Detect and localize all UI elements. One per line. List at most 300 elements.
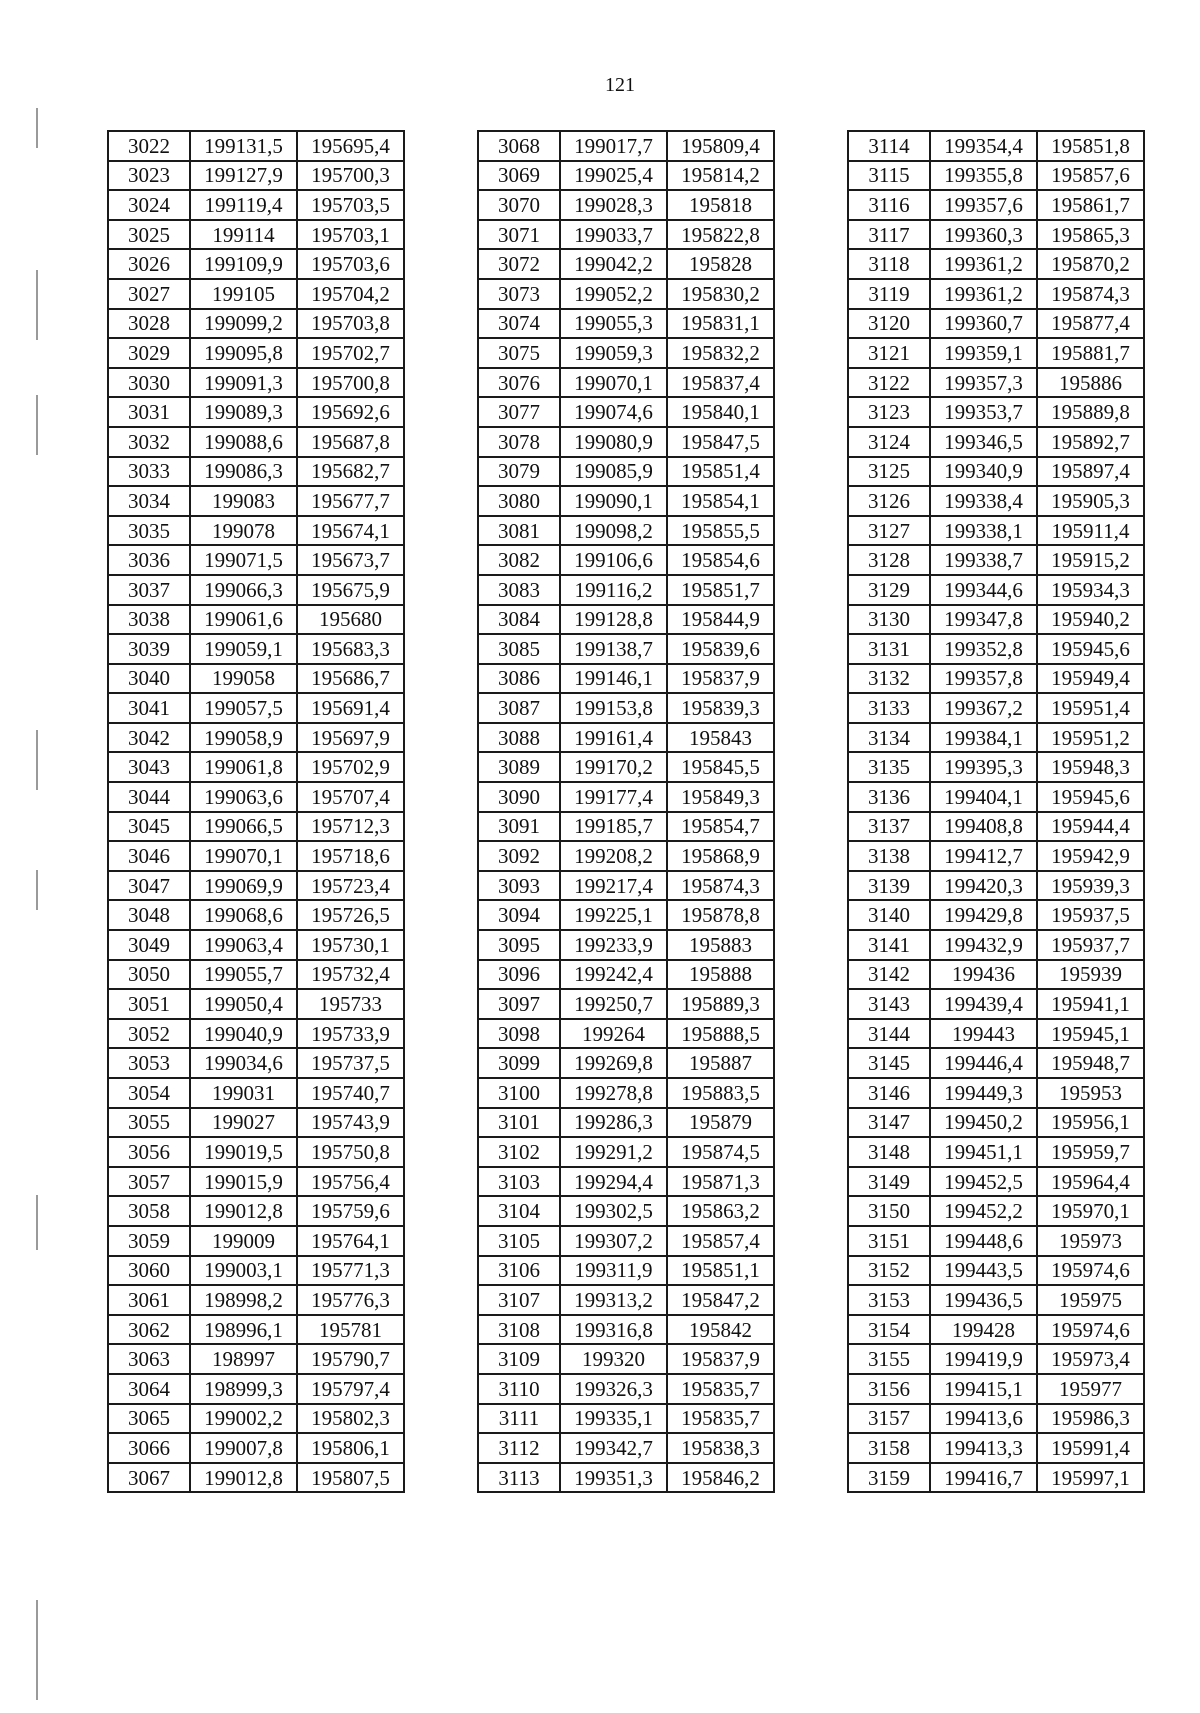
point-number-cell: 3154 [848,1315,930,1345]
table-row [478,1196,774,1226]
point-number-cell: 3103 [478,1167,560,1197]
x-coordinate-cell: 199078 [190,516,297,546]
point-number-cell: 3091 [478,812,560,842]
x-coordinate-cell: 199109,9 [190,249,297,279]
y-coordinate-cell: 195863,2 [667,1196,774,1226]
x-coordinate-cell: 199025,4 [560,161,667,191]
point-number-cell: 3089 [478,752,560,782]
table-row [478,752,774,782]
table-row [108,930,404,960]
x-coordinate-cell: 199294,4 [560,1167,667,1197]
table-row [478,605,774,635]
point-number-cell: 3024 [108,190,190,220]
y-coordinate-cell: 195847,2 [667,1285,774,1315]
x-coordinate-cell: 199066,5 [190,812,297,842]
x-coordinate-cell: 199452,2 [930,1196,1037,1226]
x-coordinate-cell: 199019,5 [190,1137,297,1167]
table-row [848,605,1144,635]
table-row [848,812,1144,842]
table-row [478,1078,774,1108]
point-number-cell: 3087 [478,693,560,723]
x-coordinate-cell: 199042,2 [560,249,667,279]
y-coordinate-cell: 195797,4 [297,1374,404,1404]
table-row [108,1167,404,1197]
table-row [478,693,774,723]
point-number-cell: 3133 [848,693,930,723]
x-coordinate-cell: 199061,6 [190,605,297,635]
x-coordinate-cell: 198998,2 [190,1285,297,1315]
point-number-cell: 3151 [848,1226,930,1256]
y-coordinate-cell: 195781 [297,1315,404,1345]
x-coordinate-cell: 199446,4 [930,1048,1037,1078]
x-coordinate-cell: 199311,9 [560,1256,667,1286]
y-coordinate-cell: 195975 [1037,1285,1144,1315]
y-coordinate-cell: 195837,9 [667,664,774,694]
point-number-cell: 3045 [108,812,190,842]
table-row [848,1374,1144,1404]
point-number-cell: 3129 [848,575,930,605]
y-coordinate-cell: 195911,4 [1037,516,1144,546]
table-row [848,1344,1144,1374]
y-coordinate-cell: 195840,1 [667,397,774,427]
x-coordinate-cell: 199063,6 [190,782,297,812]
x-coordinate-cell: 199291,2 [560,1137,667,1167]
y-coordinate-cell: 195837,4 [667,368,774,398]
point-number-cell: 3039 [108,634,190,664]
y-coordinate-cell: 195726,5 [297,900,404,930]
point-number-cell: 3029 [108,338,190,368]
x-coordinate-cell: 199085,9 [560,457,667,487]
point-number-cell: 3046 [108,841,190,871]
table-row [108,812,404,842]
table-row [848,1226,1144,1256]
x-coordinate-cell: 199233,9 [560,930,667,960]
point-number-cell: 3117 [848,220,930,250]
table-row [108,1463,404,1493]
y-coordinate-cell: 195939,3 [1037,871,1144,901]
y-coordinate-cell: 195865,3 [1037,220,1144,250]
x-coordinate-cell: 199340,9 [930,457,1037,487]
y-coordinate-cell: 195937,7 [1037,930,1144,960]
x-coordinate-cell: 199055,7 [190,960,297,990]
y-coordinate-cell: 195674,1 [297,516,404,546]
point-number-cell: 3136 [848,782,930,812]
y-coordinate-cell: 195940,2 [1037,605,1144,635]
y-coordinate-cell: 195959,7 [1037,1137,1144,1167]
x-coordinate-cell: 199413,3 [930,1433,1037,1463]
point-number-cell: 3102 [478,1137,560,1167]
point-number-cell: 3152 [848,1256,930,1286]
point-number-cell: 3147 [848,1108,930,1138]
point-number-cell: 3111 [478,1404,560,1434]
point-number-cell: 3059 [108,1226,190,1256]
point-number-cell: 3148 [848,1137,930,1167]
x-coordinate-cell: 199443 [930,1019,1037,1049]
y-coordinate-cell: 195814,2 [667,161,774,191]
x-coordinate-cell: 199439,4 [930,989,1037,1019]
y-coordinate-cell: 195682,7 [297,457,404,487]
table-row [478,309,774,339]
table-row [478,1374,774,1404]
y-coordinate-cell: 195700,8 [297,368,404,398]
point-number-cell: 3042 [108,723,190,753]
x-coordinate-cell: 199357,6 [930,190,1037,220]
x-coordinate-cell: 199002,2 [190,1404,297,1434]
point-number-cell: 3069 [478,161,560,191]
x-coordinate-cell: 199354,4 [930,131,1037,161]
table-row [478,368,774,398]
x-coordinate-cell: 199028,3 [560,190,667,220]
y-coordinate-cell: 195687,8 [297,427,404,457]
y-coordinate-cell: 195839,3 [667,693,774,723]
table-row [108,161,404,191]
y-coordinate-cell: 195986,3 [1037,1404,1144,1434]
table-row [108,1315,404,1345]
table-row [478,249,774,279]
table-row [478,1344,774,1374]
x-coordinate-cell: 199031 [190,1078,297,1108]
table-row [108,782,404,812]
x-coordinate-cell: 199264 [560,1019,667,1049]
point-number-cell: 3135 [848,752,930,782]
table-row [478,782,774,812]
point-number-cell: 3145 [848,1048,930,1078]
y-coordinate-cell: 195887 [667,1048,774,1078]
table-row [848,427,1144,457]
point-number-cell: 3028 [108,309,190,339]
y-coordinate-cell: 195956,1 [1037,1108,1144,1138]
y-coordinate-cell: 195854,6 [667,545,774,575]
x-coordinate-cell: 199395,3 [930,752,1037,782]
point-number-cell: 3035 [108,516,190,546]
y-coordinate-cell: 195700,3 [297,161,404,191]
point-number-cell: 3119 [848,279,930,309]
point-number-cell: 3038 [108,605,190,635]
y-coordinate-cell: 195883,5 [667,1078,774,1108]
table-row [478,723,774,753]
point-number-cell: 3064 [108,1374,190,1404]
y-coordinate-cell: 195750,8 [297,1137,404,1167]
y-coordinate-cell: 195703,6 [297,249,404,279]
y-coordinate-cell: 195948,7 [1037,1048,1144,1078]
y-coordinate-cell: 195691,4 [297,693,404,723]
point-number-cell: 3071 [478,220,560,250]
table-row [108,220,404,250]
y-coordinate-cell: 195944,4 [1037,812,1144,842]
x-coordinate-cell: 199017,7 [560,131,667,161]
point-number-cell: 3043 [108,752,190,782]
table-row [108,368,404,398]
point-number-cell: 3026 [108,249,190,279]
x-coordinate-cell: 199012,8 [190,1196,297,1226]
x-coordinate-cell: 199436 [930,960,1037,990]
x-coordinate-cell: 199412,7 [930,841,1037,871]
point-number-cell: 3030 [108,368,190,398]
page-number: 121 [605,74,635,96]
y-coordinate-cell: 195874,3 [667,871,774,901]
table-row [108,634,404,664]
y-coordinate-cell: 195759,6 [297,1196,404,1226]
y-coordinate-cell: 195939 [1037,960,1144,990]
x-coordinate-cell: 199033,7 [560,220,667,250]
y-coordinate-cell: 195686,7 [297,664,404,694]
point-number-cell: 3086 [478,664,560,694]
x-coordinate-cell: 199278,8 [560,1078,667,1108]
x-coordinate-cell: 199449,3 [930,1078,1037,1108]
y-coordinate-cell: 195973,4 [1037,1344,1144,1374]
x-coordinate-cell: 199138,7 [560,634,667,664]
table-row [848,1463,1144,1493]
table-row [848,457,1144,487]
point-number-cell: 3143 [848,989,930,1019]
x-coordinate-cell: 199012,8 [190,1463,297,1493]
y-coordinate-cell: 195723,4 [297,871,404,901]
x-coordinate-cell: 199074,6 [560,397,667,427]
point-number-cell: 3070 [478,190,560,220]
table-row [848,634,1144,664]
x-coordinate-cell: 199359,1 [930,338,1037,368]
y-coordinate-cell: 195673,7 [297,545,404,575]
point-number-cell: 3149 [848,1167,930,1197]
point-number-cell: 3061 [108,1285,190,1315]
point-number-cell: 3118 [848,249,930,279]
y-coordinate-cell: 195951,2 [1037,723,1144,753]
x-coordinate-cell: 199059,3 [560,338,667,368]
point-number-cell: 3076 [478,368,560,398]
table-row [108,516,404,546]
point-number-cell: 3134 [848,723,930,753]
x-coordinate-cell: 199034,6 [190,1048,297,1078]
x-coordinate-cell: 199061,8 [190,752,297,782]
point-number-cell: 3077 [478,397,560,427]
coordinate-table-3 [847,130,1145,1493]
table-row [108,1019,404,1049]
y-coordinate-cell: 195703,8 [297,309,404,339]
table-row [478,989,774,1019]
y-coordinate-cell: 195764,1 [297,1226,404,1256]
point-number-cell: 3156 [848,1374,930,1404]
x-coordinate-cell: 199448,6 [930,1226,1037,1256]
table-row [108,279,404,309]
x-coordinate-cell: 199128,8 [560,605,667,635]
y-coordinate-cell: 195809,4 [667,131,774,161]
y-coordinate-cell: 195677,7 [297,486,404,516]
y-coordinate-cell: 195771,3 [297,1256,404,1286]
point-number-cell: 3048 [108,900,190,930]
point-number-cell: 3057 [108,1167,190,1197]
y-coordinate-cell: 195680 [297,605,404,635]
x-coordinate-cell: 199413,6 [930,1404,1037,1434]
point-number-cell: 3073 [478,279,560,309]
table-row [108,989,404,1019]
y-coordinate-cell: 195855,5 [667,516,774,546]
y-coordinate-cell: 195703,5 [297,190,404,220]
table-row [108,1078,404,1108]
y-coordinate-cell: 195883 [667,930,774,960]
y-coordinate-cell: 195941,1 [1037,989,1144,1019]
y-coordinate-cell: 195945,1 [1037,1019,1144,1049]
x-coordinate-cell: 199415,1 [930,1374,1037,1404]
x-coordinate-cell: 199320 [560,1344,667,1374]
x-coordinate-cell: 199360,3 [930,220,1037,250]
y-coordinate-cell: 195828 [667,249,774,279]
y-coordinate-cell: 195849,3 [667,782,774,812]
point-number-cell: 3055 [108,1108,190,1138]
x-coordinate-cell: 199170,2 [560,752,667,782]
table-row [848,545,1144,575]
table-row [478,1108,774,1138]
y-coordinate-cell: 195897,4 [1037,457,1144,487]
table-row [848,900,1144,930]
x-coordinate-cell: 199452,5 [930,1167,1037,1197]
x-coordinate-cell: 199419,9 [930,1344,1037,1374]
x-coordinate-cell: 199161,4 [560,723,667,753]
y-coordinate-cell: 195878,8 [667,900,774,930]
y-coordinate-cell: 195831,1 [667,309,774,339]
table-row [848,1196,1144,1226]
coordinate-table-1 [107,130,405,1493]
x-coordinate-cell: 199428 [930,1315,1037,1345]
point-number-cell: 3031 [108,397,190,427]
x-coordinate-cell: 199361,2 [930,249,1037,279]
x-coordinate-cell: 199361,2 [930,279,1037,309]
point-number-cell: 3092 [478,841,560,871]
y-coordinate-cell: 195851,4 [667,457,774,487]
y-coordinate-cell: 195846,2 [667,1463,774,1493]
point-number-cell: 3047 [108,871,190,901]
y-coordinate-cell: 195934,3 [1037,575,1144,605]
x-coordinate-cell: 199335,1 [560,1404,667,1434]
point-number-cell: 3081 [478,516,560,546]
point-number-cell: 3084 [478,605,560,635]
table-row [848,782,1144,812]
x-coordinate-cell: 199242,4 [560,960,667,990]
table-row [848,1404,1144,1434]
point-number-cell: 3085 [478,634,560,664]
x-coordinate-cell: 199360,7 [930,309,1037,339]
table-row [478,279,774,309]
table-row [848,1108,1144,1138]
table-row [478,338,774,368]
point-number-cell: 3140 [848,900,930,930]
scan-mark [36,395,38,455]
y-coordinate-cell: 195830,2 [667,279,774,309]
point-number-cell: 3126 [848,486,930,516]
y-coordinate-cell: 195683,3 [297,634,404,664]
point-number-cell: 3159 [848,1463,930,1493]
point-number-cell: 3050 [108,960,190,990]
x-coordinate-cell: 199307,2 [560,1226,667,1256]
table-row [478,1315,774,1345]
y-coordinate-cell: 195857,4 [667,1226,774,1256]
table-row [108,309,404,339]
y-coordinate-cell: 195843 [667,723,774,753]
y-coordinate-cell: 195886 [1037,368,1144,398]
y-coordinate-cell: 195973 [1037,1226,1144,1256]
table-row [108,1048,404,1078]
point-number-cell: 3123 [848,397,930,427]
point-number-cell: 3025 [108,220,190,250]
table-row [848,871,1144,901]
table-row [478,1463,774,1493]
table-row [848,1433,1144,1463]
table-row [848,220,1144,250]
x-coordinate-cell: 199095,8 [190,338,297,368]
point-number-cell: 3066 [108,1433,190,1463]
table-row [478,1404,774,1434]
table-row [848,841,1144,871]
point-number-cell: 3027 [108,279,190,309]
y-coordinate-cell: 195861,7 [1037,190,1144,220]
table-row [478,220,774,250]
table-row [848,516,1144,546]
table-row [478,812,774,842]
x-coordinate-cell: 199357,3 [930,368,1037,398]
x-coordinate-cell: 199357,8 [930,664,1037,694]
y-coordinate-cell: 195948,3 [1037,752,1144,782]
y-coordinate-cell: 195854,7 [667,812,774,842]
y-coordinate-cell: 195881,7 [1037,338,1144,368]
y-coordinate-cell: 195888 [667,960,774,990]
y-coordinate-cell: 195857,6 [1037,161,1144,191]
table-row [848,752,1144,782]
table-row [478,161,774,191]
table-row [108,131,404,161]
table-row [478,871,774,901]
table-row [108,1433,404,1463]
x-coordinate-cell: 199059,1 [190,634,297,664]
scan-mark [36,870,38,910]
y-coordinate-cell: 195974,6 [1037,1315,1144,1345]
x-coordinate-cell: 199342,7 [560,1433,667,1463]
table-row [108,605,404,635]
table-row [108,249,404,279]
y-coordinate-cell: 195905,3 [1037,486,1144,516]
x-coordinate-cell: 199416,7 [930,1463,1037,1493]
point-number-cell: 3158 [848,1433,930,1463]
x-coordinate-cell: 199225,1 [560,900,667,930]
x-coordinate-cell: 198999,3 [190,1374,297,1404]
point-number-cell: 3065 [108,1404,190,1434]
point-number-cell: 3101 [478,1108,560,1138]
x-coordinate-cell: 199050,4 [190,989,297,1019]
y-coordinate-cell: 195888,5 [667,1019,774,1049]
x-coordinate-cell: 199351,3 [560,1463,667,1493]
point-number-cell: 3110 [478,1374,560,1404]
x-coordinate-cell: 199098,2 [560,516,667,546]
x-coordinate-cell: 199089,3 [190,397,297,427]
point-number-cell: 3100 [478,1078,560,1108]
x-coordinate-cell: 199355,8 [930,161,1037,191]
point-number-cell: 3113 [478,1463,560,1493]
table-row [848,1048,1144,1078]
y-coordinate-cell: 195847,5 [667,427,774,457]
x-coordinate-cell: 199344,6 [930,575,1037,605]
table-row [478,545,774,575]
x-coordinate-cell: 199086,3 [190,457,297,487]
table-row [478,1226,774,1256]
x-coordinate-cell: 199420,3 [930,871,1037,901]
point-number-cell: 3088 [478,723,560,753]
table-row [478,397,774,427]
table-row [108,723,404,753]
y-coordinate-cell: 195851,1 [667,1256,774,1286]
x-coordinate-cell: 199080,9 [560,427,667,457]
table-row [108,1374,404,1404]
table-row [108,664,404,694]
table-row [478,664,774,694]
y-coordinate-cell: 195802,3 [297,1404,404,1434]
